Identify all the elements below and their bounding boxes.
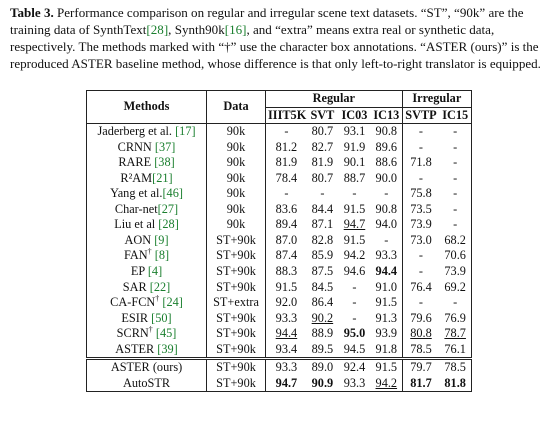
citation-link[interactable]: [39] bbox=[157, 341, 178, 356]
table-row bbox=[87, 264, 472, 280]
value-cell-iiit5k: 93.4 bbox=[275, 341, 298, 356]
value-cell-ic13: - bbox=[371, 186, 402, 202]
value-cell-svtp: - bbox=[418, 248, 424, 263]
value-cell-ic15: 68.2 bbox=[444, 232, 466, 247]
method-cell bbox=[87, 202, 207, 218]
value-cell-ic13: 91.8 bbox=[371, 342, 402, 359]
method-cell bbox=[87, 326, 207, 342]
method-name: SAR bbox=[122, 279, 150, 294]
value-cell-ic15: - bbox=[453, 139, 458, 154]
data-cell: 90k bbox=[207, 186, 266, 202]
value-cell-iiit5k: 94.4 bbox=[275, 326, 298, 341]
value-cell-svt: 80.7 bbox=[311, 124, 334, 139]
value-cell-ic13: 90.0 bbox=[371, 171, 402, 187]
value-cell-ic15: 70.6 bbox=[444, 248, 466, 263]
citation-link[interactable]: [46] bbox=[162, 186, 183, 201]
value-cell-ic03: 94.7 bbox=[343, 217, 366, 232]
value-cell-iiit5k: 83.6 bbox=[275, 201, 298, 216]
value-cell-svt: 88.9 bbox=[311, 326, 334, 341]
value-cell-svtp: - bbox=[418, 139, 424, 154]
method-name: R²AM bbox=[120, 170, 153, 185]
value-cell-svt: - bbox=[320, 186, 325, 201]
data-cell: ST+90k bbox=[207, 233, 266, 249]
value-cell-ic13: 91.0 bbox=[371, 280, 402, 296]
value-cell-ic13: 89.6 bbox=[371, 140, 402, 156]
table-body bbox=[87, 124, 472, 359]
method-cell bbox=[87, 171, 207, 187]
value-cell-iiit5k: 93.3 bbox=[275, 310, 298, 325]
method-cell bbox=[87, 233, 207, 249]
data-cell: ST+90k bbox=[207, 248, 266, 264]
value-cell-iiit5k: 91.5 bbox=[275, 279, 298, 294]
method-name: CA-FCN bbox=[110, 295, 156, 310]
citation-link[interactable]: [16] bbox=[224, 22, 247, 38]
value-cell-svtp: 71.8 bbox=[410, 155, 432, 170]
table-row bbox=[87, 233, 472, 249]
data-cell: ST+90k bbox=[207, 264, 266, 280]
value-cell-iiit5k: 94.7 bbox=[275, 375, 298, 390]
citation-link[interactable]: [17] bbox=[175, 124, 196, 139]
value-cell-ic03: - bbox=[352, 186, 357, 201]
value-cell-svt: 89.0 bbox=[307, 359, 338, 376]
citation-link[interactable]: [8] bbox=[154, 248, 170, 263]
column-header-methods: Methods bbox=[87, 91, 207, 124]
value-cell-iiit5k: 81.9 bbox=[275, 155, 298, 170]
value-cell-ic13: 94.2 bbox=[371, 376, 402, 392]
data-cell: ST+90k bbox=[207, 359, 266, 376]
table-row bbox=[87, 326, 472, 342]
table-row bbox=[87, 171, 472, 187]
value-cell-ic03: 93.1 bbox=[343, 124, 366, 139]
method-cell bbox=[87, 124, 207, 140]
method-name: FAN bbox=[123, 248, 148, 263]
data-cell: 90k bbox=[207, 140, 266, 156]
value-cell-ic03: 95.0 bbox=[343, 326, 366, 341]
value-cell-svtp: 75.8 bbox=[410, 186, 432, 201]
value-cell-svtp: - bbox=[418, 264, 424, 279]
citation-link[interactable]: [45] bbox=[155, 326, 177, 341]
value-cell-iiit5k: 93.3 bbox=[266, 359, 307, 376]
value-cell-ic13: 94.0 bbox=[371, 217, 402, 233]
method-cell bbox=[87, 140, 207, 156]
data-cell: ST+90k bbox=[207, 280, 266, 296]
value-cell-ic13: 91.3 bbox=[371, 311, 402, 327]
header-row-groups bbox=[87, 91, 472, 108]
value-cell-svt: 90.9 bbox=[311, 375, 334, 390]
citation-link[interactable]: [4] bbox=[147, 264, 163, 279]
method-cell bbox=[87, 186, 207, 202]
data-cell: 90k bbox=[207, 124, 266, 140]
value-cell-ic13: 88.6 bbox=[371, 155, 402, 171]
method-name: SCRN bbox=[116, 326, 149, 341]
method-name: AutoSTR bbox=[87, 376, 207, 392]
method-name: AON bbox=[124, 232, 155, 247]
value-cell-ic03: 91.9 bbox=[343, 139, 366, 154]
data-cell: ST+extra bbox=[207, 295, 266, 311]
table-row bbox=[87, 202, 472, 218]
value-cell-ic15: - bbox=[453, 155, 458, 170]
value-cell-iiit5k: 87.4 bbox=[275, 248, 298, 263]
value-cell-iiit5k: 78.4 bbox=[275, 170, 298, 185]
value-cell-iiit5k: 81.2 bbox=[275, 139, 298, 154]
table-row bbox=[87, 359, 472, 376]
value-cell-ic15: - bbox=[453, 295, 458, 310]
table-caption bbox=[10, 4, 545, 72]
value-cell-ic13: 91.5 bbox=[371, 295, 402, 311]
value-cell-svtp: 73.5 bbox=[410, 201, 432, 216]
value-cell-svtp: 79.6 bbox=[410, 310, 432, 325]
citation-link[interactable]: [28] bbox=[146, 22, 169, 38]
value-cell-ic15: 78.5 bbox=[439, 359, 471, 376]
value-cell-ic15: - bbox=[453, 201, 458, 216]
method-name: Liu et al bbox=[114, 217, 159, 232]
value-cell-svtp: - bbox=[418, 295, 424, 310]
dagger-mark: † bbox=[147, 247, 152, 257]
value-cell-svtp: 79.7 bbox=[402, 359, 439, 376]
data-cell: ST+90k bbox=[207, 311, 266, 327]
data-cell: 90k bbox=[207, 171, 266, 187]
dagger-mark: † bbox=[155, 294, 160, 304]
value-cell-svtp: 78.5 bbox=[410, 341, 432, 356]
value-cell-iiit5k: - bbox=[284, 124, 289, 139]
value-cell-ic03: - bbox=[352, 295, 357, 310]
table-row bbox=[87, 217, 472, 233]
data-cell: ST+90k bbox=[207, 376, 266, 392]
citation-link[interactable]: [38] bbox=[154, 155, 175, 170]
column-header-ic15: IC15 bbox=[439, 107, 471, 124]
column-header-svtp: SVTP bbox=[402, 107, 439, 124]
method-cell bbox=[87, 311, 207, 327]
value-cell-ic03: 90.1 bbox=[343, 155, 366, 170]
citation-link[interactable]: [37] bbox=[154, 139, 176, 154]
method-name: Jaderberg et al. bbox=[97, 124, 176, 139]
value-cell-svt: 84.4 bbox=[311, 201, 334, 216]
value-cell-ic03: 94.5 bbox=[343, 341, 366, 356]
value-cell-ic03: 88.7 bbox=[343, 170, 366, 185]
table-row bbox=[87, 295, 472, 311]
value-cell-svt: 87.1 bbox=[311, 217, 334, 232]
data-cell: ST+90k bbox=[207, 326, 266, 342]
method-cell bbox=[87, 342, 207, 359]
dagger-mark: † bbox=[148, 325, 153, 335]
column-header-ic13: IC13 bbox=[371, 107, 402, 124]
method-cell bbox=[87, 217, 207, 233]
value-cell-ic13: 91.5 bbox=[371, 359, 402, 376]
value-cell-ic13: 90.8 bbox=[371, 124, 402, 140]
value-cell-ic13: - bbox=[371, 233, 402, 249]
citation-link[interactable]: [50] bbox=[151, 310, 172, 325]
method-cell bbox=[87, 155, 207, 171]
method-name: ASTER (ours) bbox=[87, 359, 207, 376]
group-header-irregular: Irregular bbox=[402, 91, 471, 108]
method-name: ASTER bbox=[115, 341, 158, 356]
value-cell-svt: 82.8 bbox=[311, 232, 334, 247]
table-row bbox=[87, 342, 472, 359]
caption-text: , and “extra” means extra real or synthetic data, respectively. The methods marked with “†” use the character box annotations. “ASTER (ours)” is the reproduced ASTER baseline method, whose difference is that only left-to-right translator is equipped. bbox=[10, 22, 541, 72]
column-header-svt: SVT bbox=[307, 107, 338, 124]
value-cell-svtp: - bbox=[418, 124, 424, 139]
table-row bbox=[87, 248, 472, 264]
data-cell: 90k bbox=[207, 155, 266, 171]
table-body-ours bbox=[87, 359, 472, 392]
column-header-data: Data bbox=[207, 91, 266, 124]
value-cell-svt: 90.2 bbox=[311, 310, 334, 325]
method-cell bbox=[87, 248, 207, 264]
value-cell-ic03: 91.5 bbox=[343, 232, 366, 247]
citation-link[interactable]: [28] bbox=[158, 217, 179, 232]
citation-link[interactable]: [9] bbox=[154, 232, 169, 247]
value-cell-iiit5k: 89.4 bbox=[275, 217, 298, 232]
value-cell-ic03: - bbox=[352, 310, 357, 325]
value-cell-ic15: 76.9 bbox=[444, 310, 466, 325]
data-cell: 90k bbox=[207, 202, 266, 218]
table-row bbox=[87, 280, 472, 296]
method-cell bbox=[87, 295, 207, 311]
method-cell bbox=[87, 264, 207, 280]
value-cell-svt: 84.5 bbox=[311, 279, 334, 294]
value-cell-iiit5k: - bbox=[284, 186, 289, 201]
column-header-ic03: IC03 bbox=[338, 107, 371, 124]
table-row bbox=[87, 155, 472, 171]
value-cell-ic15: 76.1 bbox=[444, 341, 466, 356]
value-cell-svtp: 80.8 bbox=[410, 326, 432, 341]
citation-link[interactable]: [21] bbox=[152, 170, 173, 185]
value-cell-svtp: 73.9 bbox=[410, 217, 432, 232]
value-cell-svt: 81.9 bbox=[311, 155, 334, 170]
value-cell-ic15: 73.9 bbox=[444, 264, 466, 279]
value-cell-svtp: 81.7 bbox=[410, 375, 432, 390]
table-row bbox=[87, 376, 472, 392]
value-cell-ic03: 92.4 bbox=[338, 359, 371, 376]
value-cell-svt: 82.7 bbox=[311, 139, 334, 154]
citation-link[interactable]: [22] bbox=[149, 279, 171, 294]
column-header-iiit5k: IIIT5K bbox=[266, 107, 307, 124]
value-cell-ic13: 94.4 bbox=[371, 264, 402, 280]
value-cell-ic03: - bbox=[352, 279, 357, 294]
value-cell-ic15: 69.2 bbox=[444, 279, 466, 294]
caption-text: , Synth90k bbox=[168, 22, 225, 38]
value-cell-svtp: 76.4 bbox=[410, 279, 432, 294]
value-cell-svtp: - bbox=[418, 170, 424, 185]
caption-text: Performance comparison on regular and irregular scene text datasets. “ST”, “90k” are the training data of SynthText bbox=[10, 5, 524, 38]
method-name: CRNN bbox=[117, 139, 155, 154]
method-name: RARE bbox=[118, 155, 155, 170]
value-cell-ic15: - bbox=[453, 170, 458, 185]
value-cell-svt: 80.7 bbox=[311, 170, 334, 185]
method-name: ESIR bbox=[121, 310, 152, 325]
method-name: EP bbox=[130, 264, 148, 279]
value-cell-ic03: 91.5 bbox=[343, 201, 366, 216]
citation-link[interactable]: [27] bbox=[157, 201, 179, 216]
table-row bbox=[87, 186, 472, 202]
table-row bbox=[87, 124, 472, 140]
table-row bbox=[87, 311, 472, 327]
value-cell-ic03: 94.2 bbox=[343, 248, 366, 263]
value-cell-ic03: 94.6 bbox=[343, 264, 366, 279]
value-cell-iiit5k: 88.3 bbox=[275, 264, 298, 279]
data-cell: 90k bbox=[207, 217, 266, 233]
value-cell-ic15: - bbox=[453, 124, 458, 139]
value-cell-ic13: 90.8 bbox=[371, 202, 402, 218]
value-cell-ic15: - bbox=[453, 217, 458, 232]
data-cell: ST+90k bbox=[207, 342, 266, 359]
value-cell-ic15: 78.7 bbox=[444, 326, 466, 341]
value-cell-svtp: 73.0 bbox=[410, 232, 432, 247]
group-header-regular: Regular bbox=[266, 91, 403, 108]
value-cell-iiit5k: 87.0 bbox=[275, 232, 298, 247]
value-cell-iiit5k: 92.0 bbox=[275, 295, 298, 310]
value-cell-svt: 87.5 bbox=[311, 264, 334, 279]
table-label: Table 3. bbox=[10, 5, 54, 20]
value-cell-svt: 89.5 bbox=[311, 341, 334, 356]
value-cell-svt: 85.9 bbox=[311, 248, 334, 263]
method-name: Char-net bbox=[114, 201, 158, 216]
method-name: Yang et al. bbox=[110, 186, 163, 201]
value-cell-ic03: 93.3 bbox=[343, 375, 366, 390]
value-cell-ic13: 93.9 bbox=[371, 326, 402, 342]
value-cell-ic15: - bbox=[453, 186, 458, 201]
citation-link[interactable]: [24] bbox=[162, 295, 183, 310]
method-cell bbox=[87, 280, 207, 296]
value-cell-ic15: 81.8 bbox=[444, 375, 466, 390]
value-cell-ic13: 93.3 bbox=[371, 248, 402, 264]
results-table bbox=[86, 90, 472, 392]
value-cell-svt: 86.4 bbox=[311, 295, 334, 310]
table-row bbox=[87, 140, 472, 156]
results-table-container bbox=[86, 90, 472, 392]
